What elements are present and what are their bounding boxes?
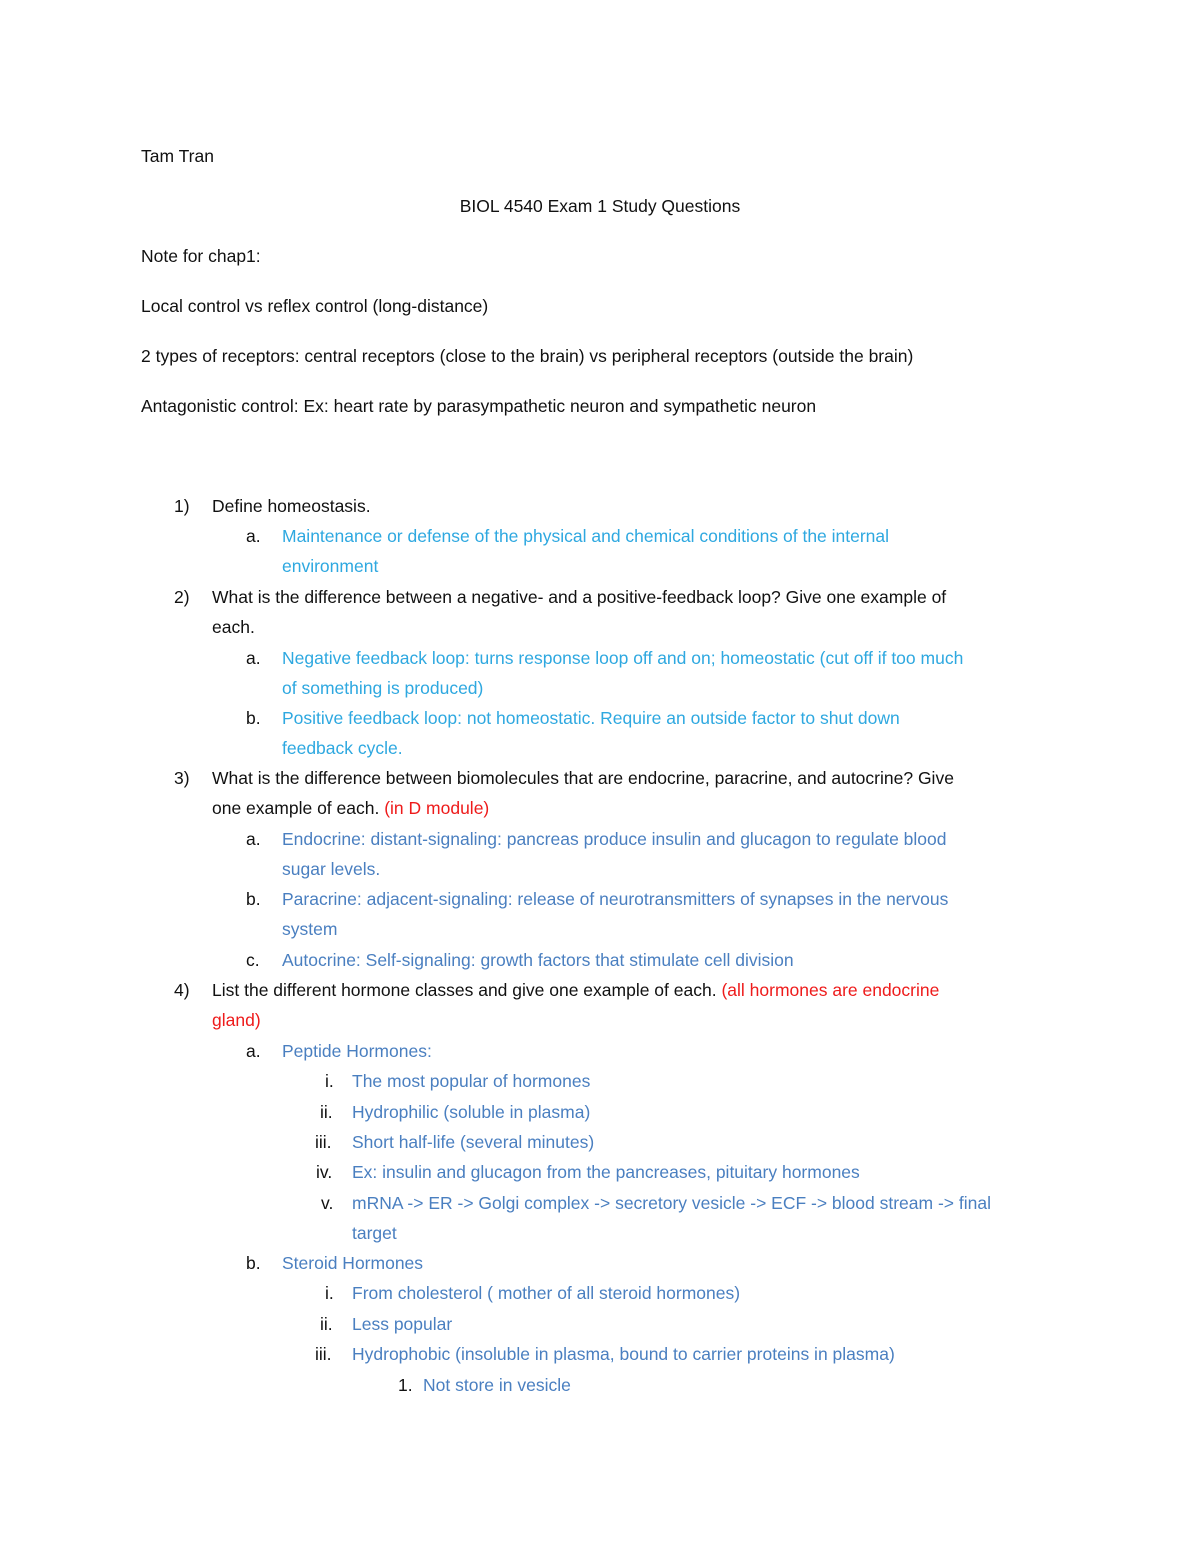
note-line: 2 types of receptors: central receptors (close to the brain) vs peripheral receptors (outside the brain) [141, 346, 914, 366]
notes-heading: Note for chap1: [141, 246, 261, 266]
question-number: 2) [174, 587, 190, 607]
sub-marker: iv. [316, 1162, 333, 1182]
note-line: Local control vs reflex control (long-distance) [141, 296, 489, 316]
question-number: 4) [174, 980, 190, 1000]
peptide-item: Short half-life (several minutes) [352, 1132, 595, 1152]
sub-sub-marker: 1. [398, 1375, 413, 1395]
answer-text: Maintenance or defense of the physical and chemical conditions of the internal [282, 526, 890, 546]
sub-marker: ii. [320, 1314, 333, 1334]
sub-marker: i. [325, 1071, 334, 1091]
answer-marker: b. [246, 1253, 261, 1273]
answer-text: Autocrine: Self-signaling: growth factors that stimulate cell division [282, 950, 794, 970]
peptide-item: target [352, 1223, 397, 1243]
sub-marker: v. [321, 1193, 334, 1213]
answer-text: system [282, 919, 338, 939]
answer-marker: a. [246, 526, 261, 546]
question-number: 1) [174, 496, 190, 516]
answer-marker: a. [246, 829, 261, 849]
answer-marker: c. [246, 950, 260, 970]
steroid-item: Hydrophobic (insoluble in plasma, bound to carrier proteins in plasma) [352, 1344, 895, 1364]
question-number: 3) [174, 768, 190, 788]
document-title: BIOL 4540 Exam 1 Study Questions [459, 196, 741, 216]
steroid-item: From cholesterol ( mother of all steroid hormones) [352, 1283, 741, 1303]
answer-marker: a. [246, 648, 261, 668]
peptide-heading: Peptide Hormones: [282, 1041, 432, 1061]
answer-marker: b. [246, 708, 261, 728]
question-text: Define homeostasis. [212, 496, 371, 516]
question-text [212, 978, 939, 1002]
module-note: (in D module) [384, 798, 490, 818]
answer-text: Paracrine: adjacent-signaling: release of neurotransmitters of synapses in the nervous [282, 889, 949, 909]
peptide-item: Hydrophilic (soluble in plasma) [352, 1102, 591, 1122]
question-text: What is the difference between biomolecules that are endocrine, paracrine, and autocrine? Give [212, 768, 954, 788]
sub-marker: iii. [315, 1344, 332, 1364]
peptide-item: The most popular of hormones [352, 1071, 591, 1091]
endocrine-note: (all hormones are endocrine [721, 980, 940, 1000]
answer-text: Endocrine: distant-signaling: pancreas produce insulin and glucagon to regulate blood [282, 829, 947, 849]
peptide-item: Ex: insulin and glucagon from the pancreases, pituitary hormones [352, 1162, 860, 1182]
question-text-segment: one example of each. [212, 798, 380, 818]
answer-marker: b. [246, 889, 261, 909]
answer-text: feedback cycle. [282, 738, 403, 758]
answer-text: sugar levels. [282, 859, 381, 879]
answer-text: environment [282, 556, 379, 576]
sub-marker: i. [325, 1283, 334, 1303]
note-line: Antagonistic control: Ex: heart rate by parasympathetic neuron and sympathetic neuron [141, 396, 817, 416]
question-text: each. [212, 617, 255, 637]
steroid-subitem: Not store in vesicle [423, 1375, 571, 1395]
question-text-segment: List the different hormone classes and give one example of each. [212, 980, 717, 1000]
author-name: Tam Tran [141, 146, 214, 166]
steroid-item: Less popular [352, 1314, 453, 1334]
answer-text: of something is produced) [282, 678, 484, 698]
answer-marker: a. [246, 1041, 261, 1061]
question-text [212, 796, 489, 820]
endocrine-note-continued: gland) [212, 1010, 261, 1030]
question-text: What is the difference between a negative- and a positive-feedback loop? Give one example of [212, 587, 947, 607]
sub-marker: iii. [315, 1132, 332, 1152]
sub-marker: ii. [320, 1102, 333, 1122]
answer-text: Negative feedback loop: turns response loop off and on; homeostatic (cut off if too much [282, 648, 964, 668]
peptide-item: mRNA -> ER -> Golgi complex -> secretory vesicle -> ECF -> blood stream -> final [352, 1193, 991, 1213]
answer-text: Positive feedback loop: not homeostatic. Require an outside factor to shut down [282, 708, 900, 728]
steroid-heading: Steroid Hormones [282, 1253, 424, 1273]
